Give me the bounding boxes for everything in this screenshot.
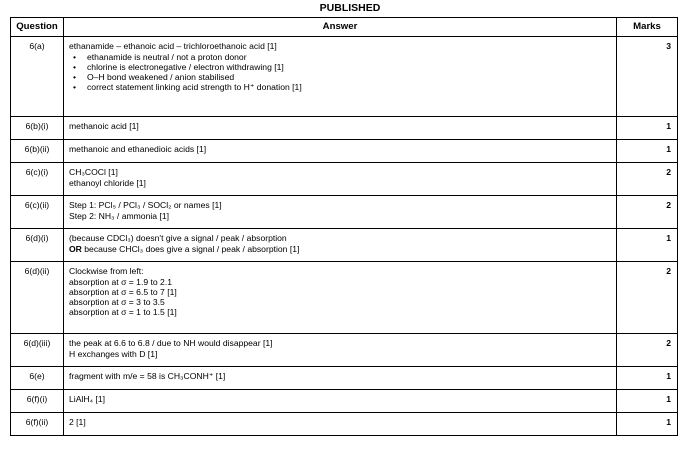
marks-value: 2 (617, 262, 678, 334)
question-number: 6(f)(ii) (11, 413, 64, 436)
marks-value: 3 (617, 37, 678, 117)
answer-line: methanoic and ethanedioic acids [1] (69, 144, 207, 155)
answer-line: 2 [1] (69, 417, 86, 428)
answer-line: absorption at σ = 1 to 1.5 [1] (69, 307, 177, 318)
question-number: 6(e) (11, 367, 64, 390)
table-row (11, 413, 678, 436)
answer-line: absorption at σ = 3 to 3.5 (69, 297, 165, 308)
answer-column-header: Answer (64, 18, 617, 37)
answer-line: absorption at σ = 1.9 to 2.1 (69, 276, 173, 287)
answer-cell (64, 262, 617, 334)
answer-cell (64, 196, 617, 229)
answer-cell (64, 390, 617, 413)
answer-line: H exchanges with D [1] (69, 348, 158, 359)
question-number: 6(f)(i) (11, 390, 64, 413)
answer-cell (64, 367, 617, 390)
answer-cell (64, 140, 617, 163)
answer-line: LiAlH₄ [1] (69, 394, 105, 405)
table-row (11, 140, 678, 163)
question-number: 6(b)(i) (11, 117, 64, 140)
answer-line: Step 2: NH₃ / ammonia [1] (69, 210, 169, 221)
question-column-header: Question (11, 18, 64, 37)
answer-line: the peak at 6.6 to 6.8 / due to NH would disappear [1] (69, 338, 273, 349)
answer-line: ethanamide – ethanoic acid – trichloroethanoic acid [1] (69, 41, 277, 52)
marks-value: 1 (617, 413, 678, 436)
marks-value: 1 (617, 367, 678, 390)
marks-value: 1 (617, 117, 678, 140)
question-number: 6(d)(iii) (11, 334, 64, 367)
table-row (11, 37, 678, 117)
table-row (11, 117, 678, 140)
or-alternative: because CHCl₃ does give a signal / peak / absorption [1] (81, 243, 300, 254)
marks-value: 2 (617, 334, 678, 367)
answer-line: absorption at σ = 6.5 to 7 [1] (69, 286, 177, 297)
question-number: 6(d)(i) (11, 229, 64, 262)
question-number: 6(d)(ii) (11, 262, 64, 334)
answer-line: methanoic acid [1] (69, 121, 139, 132)
marks-column-header: Marks (617, 18, 678, 37)
answer-line: ethanoyl chloride [1] (69, 177, 146, 188)
answer-line: CH₃COCl [1] (69, 167, 118, 178)
answer-bullet: • O–H bond weakened / anion stabilised (69, 72, 612, 82)
table-row (11, 196, 678, 229)
marks-value: 2 (617, 196, 678, 229)
marks-value: 2 (617, 163, 678, 196)
answer-bullet: • chlorine is electronegative / electron withdrawing [1] (69, 62, 612, 72)
table-row (11, 262, 678, 334)
marks-value: 1 (617, 140, 678, 163)
marks-value: 1 (617, 229, 678, 262)
answer-bullet: • ethanamide is neutral / not a proton donor (69, 52, 612, 62)
question-number: 6(a) (11, 37, 64, 117)
table-row (11, 163, 678, 196)
answer-cell (64, 334, 617, 367)
or-keyword: OR (69, 243, 82, 254)
table-row (11, 229, 678, 262)
question-number: 6(c)(i) (11, 163, 64, 196)
mark-scheme-table (10, 17, 678, 436)
answer-cell (64, 163, 617, 196)
marks-value: 1 (617, 390, 678, 413)
answer-bullet: • correct statement linking acid strength to H⁺ donation [1] (69, 82, 612, 92)
table-row (11, 334, 678, 367)
table-header-row (11, 18, 678, 37)
page-header: PUBLISHED (319, 2, 381, 14)
answer-cell (64, 229, 617, 262)
answer-cell (64, 37, 617, 117)
answer-line (69, 244, 612, 254)
answer-line: Clockwise from left: (69, 266, 144, 277)
question-number: 6(b)(ii) (11, 140, 64, 163)
answer-cell (64, 117, 617, 140)
answer-cell (64, 413, 617, 436)
answer-line: Step 1: PCl₅ / PCl₃ / SOCl₂ or names [1] (69, 200, 222, 211)
table-row (11, 390, 678, 413)
answer-line: fragment with m/e = 58 is CH₃CONH⁺ [1] (69, 371, 226, 382)
question-number: 6(c)(ii) (11, 196, 64, 229)
answer-line: (because CDCl₃) doesn't give a signal / peak / absorption (69, 233, 287, 244)
table-row (11, 367, 678, 390)
